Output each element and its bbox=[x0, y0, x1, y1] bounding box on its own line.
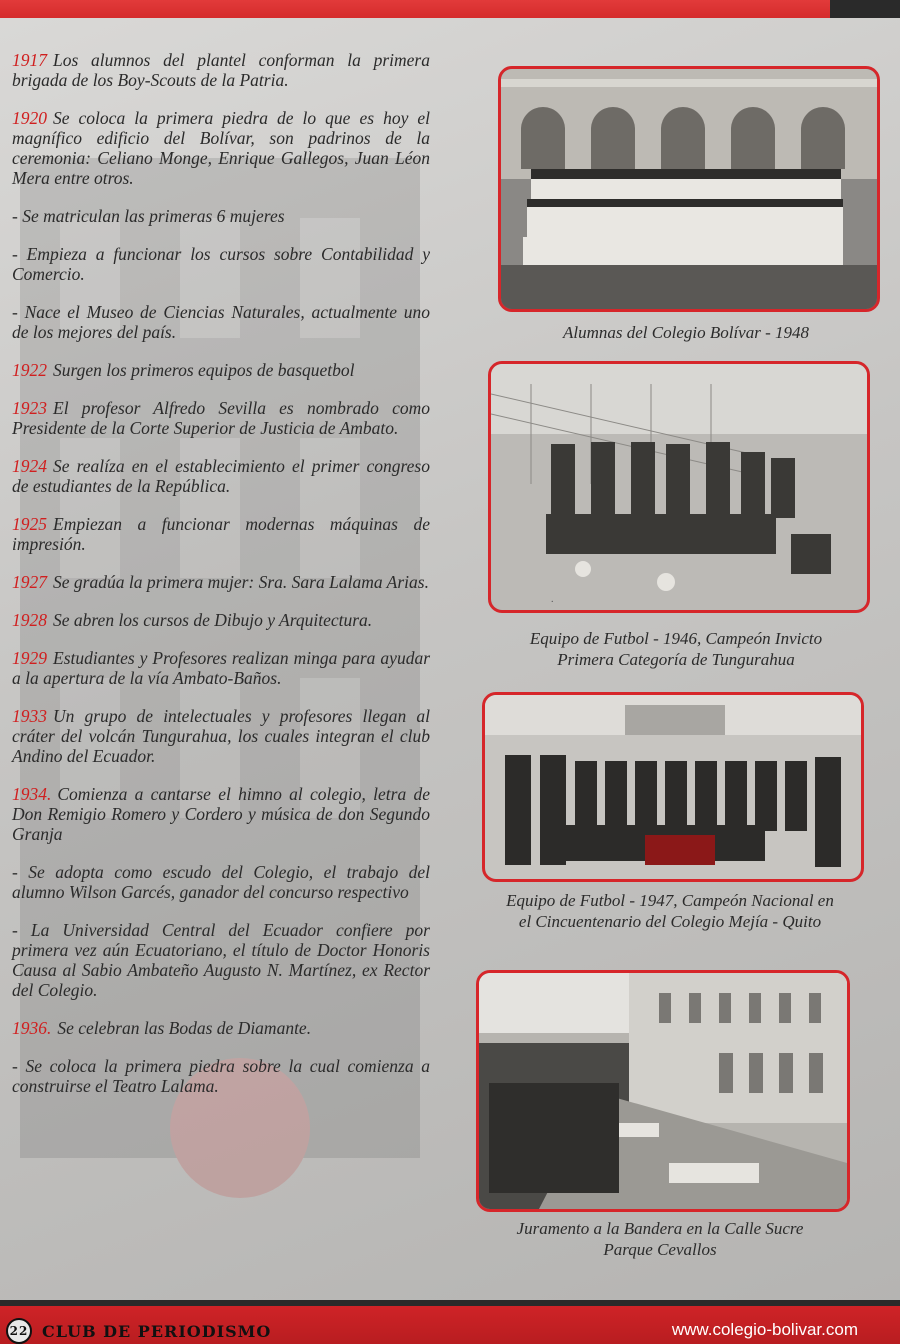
photo-1-image bbox=[501, 69, 877, 309]
timeline-text: - Se matriculan las primeras 6 mujeres bbox=[12, 206, 285, 226]
timeline-entry bbox=[12, 920, 430, 1000]
timeline-entry bbox=[12, 610, 430, 630]
timeline-text: - La Universidad Central del Ecuador confiere por primera vez aún Ecuatoriano, el título de Doctor Honoris Causa al Sabio Ambateño Augusto N. Martínez, ex Rector del Colegio. bbox=[12, 920, 430, 1000]
footer-website-url[interactable]: www.colegio-bolivar.com bbox=[671, 1320, 858, 1339]
timeline-entry bbox=[12, 572, 430, 592]
timeline-text: - Empieza a funcionar los cursos sobre Contabilidad y Comercio. bbox=[12, 244, 430, 284]
svg-text:.: . bbox=[551, 594, 554, 605]
photo-football-1947 bbox=[482, 692, 864, 882]
timeline-column bbox=[12, 50, 430, 1114]
timeline-entry bbox=[12, 302, 430, 342]
timeline-text: Empiezan a funcionar modernas máquinas de impresión. bbox=[12, 514, 430, 554]
photo-2-image bbox=[491, 364, 867, 610]
timeline-year: 1924 bbox=[12, 456, 47, 476]
timeline-year: 1933 bbox=[12, 706, 47, 726]
timeline-text: Se celebran las Bodas de Diamante. bbox=[57, 1018, 312, 1038]
caption-photo-3-line2: el Cincuentenario del Colegio Mejía - Quito bbox=[518, 912, 822, 931]
timeline-text: - Se adopta como escudo del Colegio, el trabajo del alumno Wilson Garcés, ganador del concurso respectivo bbox=[12, 862, 430, 902]
timeline-text: - Nace el Museo de Ciencias Naturales, actualmente uno de los mejores del país. bbox=[12, 302, 430, 342]
timeline-entry bbox=[12, 648, 430, 688]
timeline-text: - Se coloca la primera piedra sobre la cual comienza a construirse el Teatro Lalama. bbox=[12, 1056, 430, 1096]
photo-3-image bbox=[485, 695, 861, 879]
timeline-year: 1927 bbox=[12, 572, 47, 592]
timeline-entry bbox=[12, 862, 430, 902]
timeline-entry bbox=[12, 1056, 430, 1096]
timeline-year: 1928 bbox=[12, 610, 47, 630]
timeline-text: Se coloca la primera piedra de lo que es hoy el magnífico edificio del Bolívar, son padrinos de la ceremonia: Celiano Monge, Enrique Gallegos, Juan Léon Mera entre otros. bbox=[12, 108, 430, 188]
timeline-text: Comienza a cantarse el himno al colegio, letra de Don Remigio Romero y Cordero y música de don Segundo Granja bbox=[12, 784, 430, 844]
timeline-text: Se abren los cursos de Dibujo y Arquitectura. bbox=[53, 610, 373, 630]
timeline-entry bbox=[12, 398, 430, 438]
footer-club bbox=[6, 1318, 271, 1344]
timeline-text: Se realíza en el establecimiento el primer congreso de estudiantes de la República. bbox=[12, 456, 430, 496]
caption-photo-4-line1: Juramento a la Bandera en la Calle Sucre bbox=[516, 1219, 804, 1238]
timeline-year: 1917 bbox=[12, 50, 47, 70]
timeline-entry bbox=[12, 360, 430, 380]
timeline-text: El profesor Alfredo Sevilla es nombrado como Presidente de la Corte Superior de Justicia de Ambato. bbox=[12, 398, 430, 438]
timeline-year: 1922 bbox=[12, 360, 47, 380]
club-name: CLUB DE PERIODISMO bbox=[42, 1321, 272, 1341]
timeline-entry bbox=[12, 706, 430, 766]
caption-photo-3 bbox=[474, 890, 866, 932]
timeline-entry bbox=[12, 50, 430, 90]
timeline-entry bbox=[12, 1018, 430, 1038]
timeline-year: 1936. bbox=[12, 1018, 52, 1038]
photo-4-image bbox=[479, 973, 847, 1209]
photo-flag-oath bbox=[476, 970, 850, 1212]
timeline-year: 1920 bbox=[12, 108, 47, 128]
caption-photo-2-line1: Equipo de Futbol - 1946, Campeón Invicto bbox=[529, 629, 823, 648]
timeline-entry bbox=[12, 514, 430, 554]
timeline-text: Un grupo de intelectuales y profesores llegan al cráter del volcán Tungurahua, los cuales integran el club Andino del Ecuador. bbox=[12, 706, 430, 766]
timeline-text: Los alumnos del plantel conforman la primera brigada de los Boy-Scouts de la Patria. bbox=[12, 50, 430, 90]
photo-football-1946 bbox=[488, 361, 870, 613]
timeline-text: Estudiantes y Profesores realizan minga para ayudar a la apertura de la vía Ambato-Baños. bbox=[12, 648, 430, 688]
caption-photo-1-text: Alumnas del Colegio Bolívar - 1948 bbox=[562, 323, 809, 342]
timeline-year: 1925 bbox=[12, 514, 47, 534]
timeline-entry bbox=[12, 784, 430, 844]
timeline-entry bbox=[12, 244, 430, 284]
timeline-year: 1934. bbox=[12, 784, 52, 804]
timeline-entry bbox=[12, 206, 430, 226]
timeline-year: 1923 bbox=[12, 398, 47, 418]
caption-photo-2 bbox=[488, 628, 864, 670]
timeline-entry bbox=[12, 108, 430, 188]
caption-photo-3-line1: Equipo de Futbol - 1947, Campeón Nacional en bbox=[506, 891, 834, 910]
timeline-entry bbox=[12, 456, 430, 496]
caption-photo-1 bbox=[498, 322, 874, 343]
page-number: 22 bbox=[6, 1318, 32, 1344]
caption-photo-4 bbox=[474, 1218, 846, 1260]
timeline-text: Surgen los primeros equipos de basquetbol bbox=[53, 360, 355, 380]
timeline-text: Se gradúa la primera mujer: Sra. Sara Lalama Arias. bbox=[53, 572, 429, 592]
magazine-page bbox=[0, 18, 900, 1308]
caption-photo-4-line2: Parque Cevallos bbox=[603, 1240, 717, 1259]
caption-photo-2-line2: Primera Categoría de Tungurahua bbox=[557, 650, 795, 669]
timeline-year: 1929 bbox=[12, 648, 47, 668]
photo-students-1948 bbox=[498, 66, 880, 312]
